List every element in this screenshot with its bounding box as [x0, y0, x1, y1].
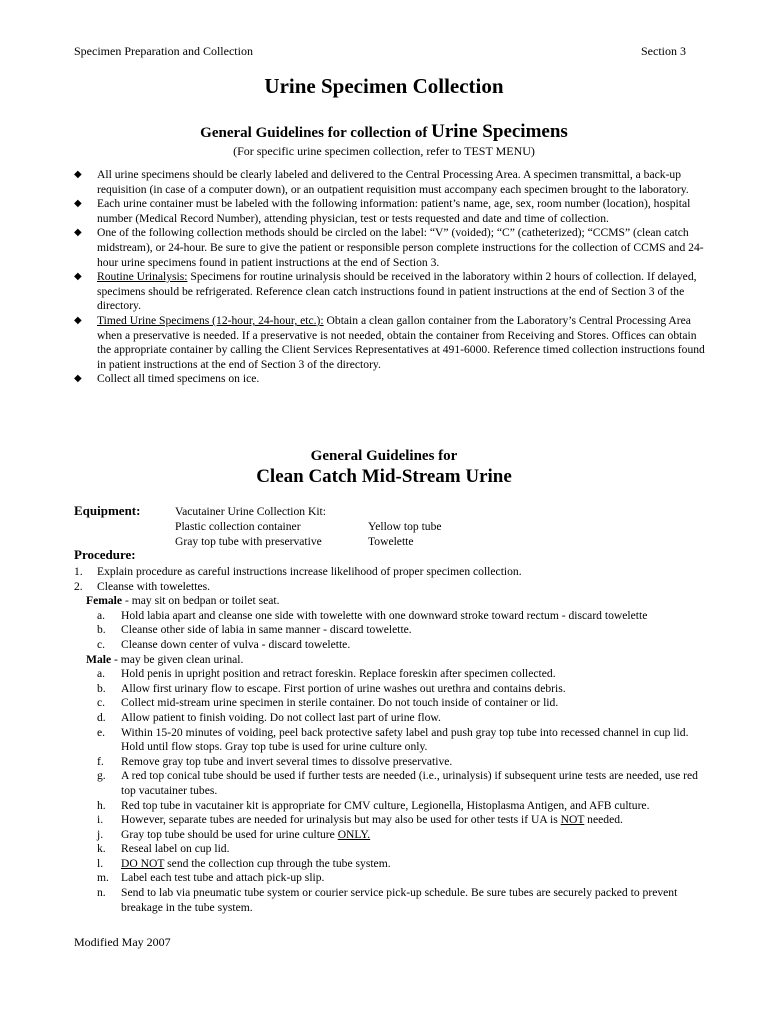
bullet-lead: Timed Urine Specimens (12-hour, 24-hour, etc.): [97, 313, 324, 327]
male-label: Male [86, 652, 112, 666]
female-label: Female [86, 594, 123, 608]
item-letter: l. [97, 856, 104, 870]
item-text: Hold labia apart and cleanse one side with towelette with one downward stroke toward rectum - discard towelette [121, 608, 648, 622]
header-right: Section 3 [641, 44, 686, 58]
list-item [74, 314, 706, 372]
list-item [74, 711, 706, 726]
list-item [74, 667, 706, 682]
item-letter: a. [97, 608, 106, 622]
item-letter: m. [97, 871, 109, 885]
item-text: A red top conical tube should be used if further tests are needed (i.e., urinalysis) if subsequent urine tests are needed, use red top vacutainer tubes. [121, 769, 698, 797]
item-text: Red top tube in vacutainer kit is appropriate for CMV culture, Legionella, Histoplasma Antigen, and AFB culture. [121, 798, 650, 812]
item-text-underlined: ONLY. [337, 827, 371, 841]
item-text: Allow first urinary flow to escape. First portion of urine washes out urethra and contains debris. [121, 681, 566, 695]
female-text: - may sit on bedpan or toilet seat. [122, 594, 280, 608]
section1-title [0, 121, 768, 143]
list-item [74, 769, 706, 798]
diamond-bullet-icon: ◆ [74, 227, 82, 239]
item-letter: c. [97, 696, 106, 710]
list-item [74, 696, 706, 711]
list-item [74, 565, 706, 580]
item-letter: a. [97, 667, 106, 681]
step-number: 2. [74, 579, 83, 593]
item-letter: g. [97, 769, 106, 783]
guidelines-list [74, 168, 706, 387]
section2-title-line1: General Guidelines for [310, 448, 458, 464]
step-text: Cleanse with towelettes. [97, 579, 211, 593]
step-number: 1. [74, 565, 83, 578]
item-letter: f. [97, 754, 104, 768]
item-text-pre: However, separate tubes are needed for urinalysis but may also be used for other tests if UA is [121, 813, 561, 827]
equipment-item: Gray top tube with preservative [175, 535, 322, 548]
item-letter: k. [97, 842, 106, 856]
bullet-lead: Routine Urinalysis: [97, 270, 188, 284]
list-item [74, 813, 706, 828]
bullet-text: Collect all timed specimens on ice. [97, 372, 260, 386]
list-item [74, 372, 706, 387]
item-text: Label each test tube and attach pick-up slip. [121, 871, 325, 885]
header-left: Specimen Preparation and Collection [74, 44, 253, 58]
equipment-item: Plastic collection container [175, 520, 301, 533]
item-letter: n. [97, 886, 106, 900]
bullet-text: One of the following collection methods should be circled on the label: “V” (voided); “C” (catheterized); “CCMS” (clean catch midstream), or 24-hour. Be sure to give the patient or responsible person complete instructions for the collection of CCMS and 24-hour urine specimens found in patient instructions at the end of Section 3. [97, 226, 704, 269]
list-item [74, 197, 706, 226]
item-letter: e. [97, 725, 106, 739]
list-item [74, 871, 706, 886]
diamond-bullet-icon: ◆ [74, 271, 82, 283]
item-text-post: needed. [584, 813, 623, 827]
item-text-pre: Gray top tube should be used for urine culture [121, 827, 338, 841]
female-subheading [74, 594, 706, 609]
item-letter: d. [97, 710, 106, 724]
item-text: Cleanse other side of labia in same manner - discard towelette. [121, 623, 412, 637]
equipment-label: Equipment: [74, 503, 141, 518]
section2-title-line2: Clean Catch Mid-Stream Urine [256, 466, 512, 487]
list-item [74, 226, 706, 270]
list-item [74, 828, 706, 843]
procedure-list [74, 565, 706, 915]
list-item [74, 609, 706, 624]
page-title: Urine Specimen Collection [264, 74, 504, 98]
list-item [74, 857, 706, 872]
step-text: Explain procedure as careful instructions increase likelihood of proper specimen collection. [97, 565, 522, 578]
bullet-text: Obtain a clean gallon container from the Laboratory’s Central Processing Area when a preservative is needed. If a preservative is not needed, obtain the container from Receiving and Stores. Offices can obtain the appropriate container by calling the Client Services Representatives at 491-6000. Reference timed collection instructions found in patient instructions at the end of Section 3 of the directory. [97, 313, 705, 371]
item-text-underlined: NOT [560, 813, 585, 827]
item-text: Send to lab via pneumatic tube system or courier service pick-up schedule. Be sure tubes are securely packed to prevent breakage in the tube system. [121, 886, 678, 914]
item-letter: c. [97, 637, 106, 651]
list-item [74, 842, 706, 857]
list-item [74, 682, 706, 697]
section1-title-prefix: General Guidelines for collection of [200, 125, 432, 141]
list-item [74, 638, 706, 653]
equipment-item: Yellow top tube [368, 520, 442, 533]
item-text: Cleanse down center of vulva - discard towelette. [121, 637, 351, 651]
list-item [74, 580, 706, 595]
bullet-text: Specimens for routine urinalysis should be received in the laboratory within 2 hours of collection. If delayed, specimens should be refrigerated. Reference clean catch instructions found in patient instructions at the end of Section 3 of the directory. [97, 270, 697, 313]
item-letter: h. [97, 798, 106, 812]
item-text: Allow patient to finish voiding. Do not collect last part of urine flow. [121, 710, 441, 724]
diamond-bullet-icon: ◆ [74, 373, 82, 385]
list-item [74, 886, 706, 915]
list-item [74, 755, 706, 770]
item-text-underlined: DO NOT [121, 856, 165, 870]
diamond-bullet-icon: ◆ [74, 314, 82, 326]
item-text: Remove gray top tube and invert several times to dissolve preservative. [121, 754, 453, 768]
item-text: Collect mid-stream urine specimen in sterile container. Do not touch inside of container or lid. [121, 696, 559, 710]
item-letter: b. [97, 623, 106, 637]
equipment-kit: Vacutainer Urine Collection Kit: [175, 505, 326, 518]
diamond-bullet-icon: ◆ [74, 198, 82, 210]
procedure-label: Procedure: [74, 547, 136, 562]
equipment-item: Towelette [368, 535, 414, 548]
list-item [74, 168, 706, 197]
bullet-text: All urine specimens should be clearly labeled and delivered to the Central Processing Area. A specimen transmittal, a back-up requisition (in case of a computer down), or an outpatient requisition must accompany each specimen brought to the laboratory. [97, 168, 689, 196]
section1-subtitle: (For specific urine specimen collection, refer to TEST MENU) [233, 144, 535, 158]
male-subheading [74, 653, 706, 668]
item-text: Within 15-20 minutes of voiding, peel back protective safety label and push gray top tube into recessed channel in cup lid. Hold until flow stops. Gray top tube is used for urine culture only. [121, 725, 689, 754]
bullet-text: Each urine container must be labeled with the following information: patient’s name, age, sex, room number (location), hospital number (Medical Record Number), attending physician, test or tests requested and date and time of collection. [97, 197, 691, 225]
list-item [74, 623, 706, 638]
item-letter: b. [97, 681, 106, 695]
section1-title-big: Urine Specimens [431, 121, 568, 142]
male-text: - may be given clean urinal. [111, 652, 244, 666]
item-text: Hold penis in upright position and retract foreskin. Replace foreskin after specimen collected. [121, 667, 556, 681]
footer-modified-date: Modified May 2007 [74, 935, 171, 949]
list-item [74, 270, 706, 314]
item-letter: i. [97, 813, 104, 827]
list-item [74, 799, 706, 814]
list-item [74, 726, 706, 755]
item-text-post: send the collection cup through the tube system. [164, 856, 391, 870]
item-text: Reseal label on cup lid. [121, 842, 230, 856]
item-letter: j. [97, 827, 104, 841]
diamond-bullet-icon: ◆ [74, 169, 82, 180]
